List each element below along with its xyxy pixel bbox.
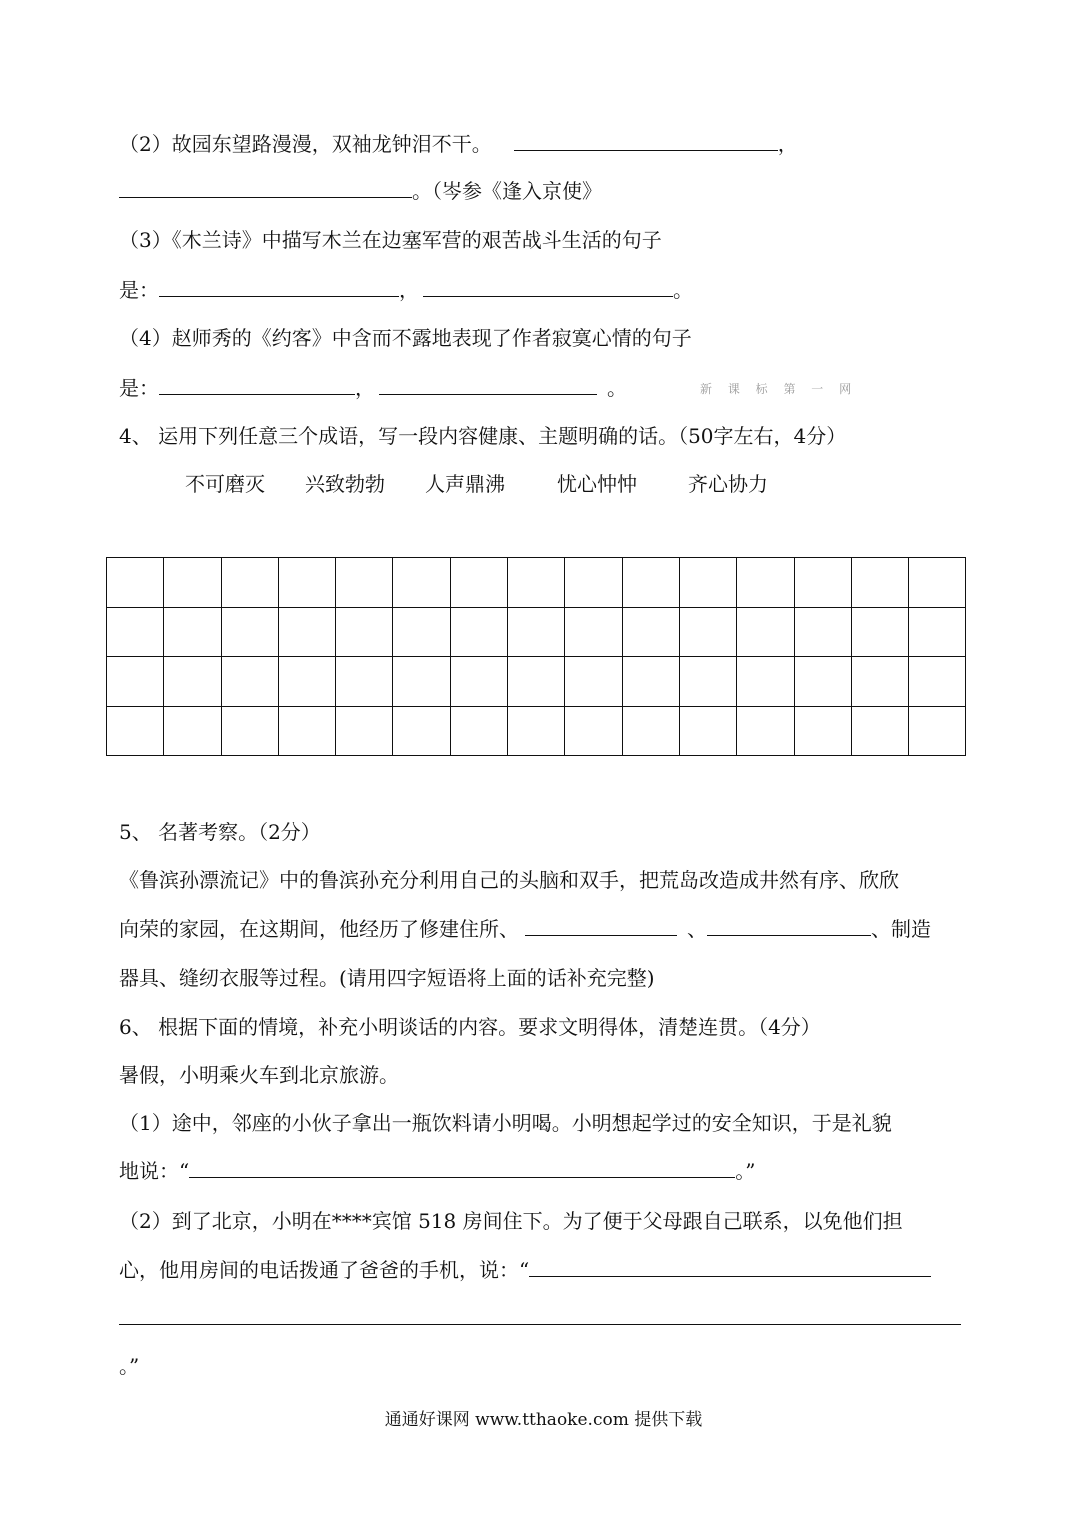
grid-cell[interactable] bbox=[794, 607, 851, 657]
q3-item2-text: （2）故园东望路漫漫，双袖龙钟泪不干。 bbox=[119, 132, 492, 156]
q3-item3-blank-1[interactable] bbox=[159, 276, 399, 297]
grid-cell[interactable] bbox=[679, 657, 736, 707]
grid-cell[interactable] bbox=[107, 706, 164, 756]
idiom-3: 人声鼎沸 bbox=[425, 472, 505, 496]
grid-cell[interactable] bbox=[851, 558, 908, 608]
grid-cell[interactable] bbox=[278, 706, 335, 756]
q6-item1-line1: （1）途中，邻座的小伙子拿出一瓶饮料请小明喝。小明想起学过的安全知识，于是礼貌 bbox=[119, 1111, 892, 1135]
grid-cell[interactable] bbox=[221, 657, 278, 707]
grid-cell[interactable] bbox=[508, 607, 565, 657]
q6-item1-answer bbox=[119, 1157, 755, 1185]
q5-line-1: 《鲁滨孙漂流记》中的鲁滨孙充分利用自己的头脑和双手，把荒岛改造成井然有序、欣欣 bbox=[119, 868, 899, 892]
grid-cell[interactable] bbox=[909, 558, 966, 608]
grid-cell[interactable] bbox=[794, 657, 851, 707]
q6-prompt: 6、 根据下面的情境，补充小明谈话的内容。要求文明得体，清楚连贯。（4分） bbox=[119, 1015, 821, 1039]
q3-item3-answer bbox=[119, 276, 693, 304]
grid-cell[interactable] bbox=[336, 607, 393, 657]
q6-item2-prefix: 心，他用房间的电话拨通了爸爸的手机，说：“ bbox=[119, 1258, 530, 1282]
q6-item2-end: 。” bbox=[119, 1354, 140, 1378]
q3-item3-end: 。 bbox=[673, 278, 693, 302]
idiom-2: 兴致勃勃 bbox=[305, 472, 385, 496]
grid-cell[interactable] bbox=[450, 607, 507, 657]
q6-item2-continued bbox=[119, 1304, 961, 1332]
grid-cell[interactable] bbox=[164, 657, 221, 707]
q3-item3-prefix: 是： bbox=[119, 278, 159, 302]
grid-cell[interactable] bbox=[851, 607, 908, 657]
grid-cell[interactable] bbox=[393, 558, 450, 608]
q3-item3-comma: ， bbox=[399, 278, 419, 302]
grid-cell[interactable] bbox=[107, 657, 164, 707]
grid-row bbox=[107, 706, 966, 756]
q6-item1-prefix: 地说：“ bbox=[119, 1159, 190, 1183]
q5-blank-2[interactable] bbox=[707, 915, 871, 936]
grid-cell[interactable] bbox=[737, 607, 794, 657]
q6-item1-end: 。” bbox=[735, 1159, 756, 1183]
grid-cell[interactable] bbox=[278, 657, 335, 707]
q5-line-2 bbox=[119, 915, 931, 943]
idiom-4: 忧心忡忡 bbox=[557, 472, 637, 496]
grid-row bbox=[107, 657, 966, 707]
q3-item4-blank-1[interactable] bbox=[159, 374, 355, 395]
grid-cell[interactable] bbox=[508, 558, 565, 608]
grid-cell[interactable] bbox=[737, 706, 794, 756]
grid-cell[interactable] bbox=[794, 558, 851, 608]
footer-credit: 通通好课网 www.tthaoke.com 提供下载 bbox=[384, 1410, 703, 1430]
grid-cell[interactable] bbox=[164, 706, 221, 756]
q3-item3-text: （3）《木兰诗》中描写木兰在边塞军营的艰苦战斗生活的句子 bbox=[119, 228, 662, 252]
q6-item2-line1: （2）到了北京，小明在****宾馆 518 房间住下。为了便于父母跟自己联系，以免他们担 bbox=[119, 1209, 903, 1233]
grid-cell[interactable] bbox=[450, 706, 507, 756]
grid-cell[interactable] bbox=[221, 607, 278, 657]
grid-cell[interactable] bbox=[336, 706, 393, 756]
q5-line2-end: 、制造 bbox=[871, 917, 931, 941]
grid-cell[interactable] bbox=[450, 657, 507, 707]
q3-item4-line bbox=[119, 324, 692, 352]
grid-cell[interactable] bbox=[851, 706, 908, 756]
q6-item1-blank[interactable] bbox=[189, 1157, 735, 1178]
grid-cell[interactable] bbox=[737, 657, 794, 707]
grid-cell[interactable] bbox=[851, 657, 908, 707]
q6-item2-answer bbox=[119, 1256, 931, 1284]
idiom-1: 不可磨灭 bbox=[185, 472, 265, 496]
grid-cell[interactable] bbox=[565, 607, 622, 657]
q3-item4-answer bbox=[119, 374, 627, 402]
q6-scenario: 暑假，小明乘火车到北京旅游。 bbox=[119, 1063, 399, 1087]
grid-cell[interactable] bbox=[565, 657, 622, 707]
q3-item2-blank-2[interactable] bbox=[119, 177, 412, 198]
idiom-5: 齐心协力 bbox=[688, 472, 768, 496]
q5-prompt: 5、 名著考察。（2分） bbox=[119, 820, 321, 844]
q3-item4-comma: ， bbox=[355, 376, 375, 400]
grid-cell[interactable] bbox=[164, 607, 221, 657]
q5-blank-1[interactable] bbox=[525, 915, 677, 936]
grid-cell[interactable] bbox=[622, 558, 679, 608]
q6-item2-end-line bbox=[119, 1352, 139, 1380]
grid-cell[interactable] bbox=[679, 607, 736, 657]
q5-line-3: 器具、缝纫衣服等过程。(请用四字短语将上面的话补充完整) bbox=[119, 966, 655, 990]
grid-cell[interactable] bbox=[679, 558, 736, 608]
grid-cell[interactable] bbox=[278, 607, 335, 657]
grid-cell[interactable] bbox=[107, 607, 164, 657]
q6-item2-blank-2[interactable] bbox=[119, 1304, 961, 1325]
grid-cell[interactable] bbox=[737, 558, 794, 608]
q3-item2-continued bbox=[119, 177, 602, 205]
grid-cell[interactable] bbox=[221, 558, 278, 608]
grid-cell[interactable] bbox=[336, 558, 393, 608]
grid-cell[interactable] bbox=[508, 706, 565, 756]
grid-cell[interactable] bbox=[794, 706, 851, 756]
grid-cell[interactable] bbox=[909, 706, 966, 756]
grid-cell[interactable] bbox=[622, 706, 679, 756]
grid-row bbox=[107, 607, 966, 657]
grid-cell[interactable] bbox=[622, 607, 679, 657]
grid-cell[interactable] bbox=[679, 706, 736, 756]
q3-item3-line bbox=[119, 226, 662, 254]
q4-prompt: 4、 运用下列任意三个成语，写一段内容健康、主题明确的话。（50字左右，4分） bbox=[119, 424, 847, 448]
q3-item2-source: 。（岑参《逢入京使》 bbox=[412, 179, 602, 203]
grid-cell[interactable] bbox=[336, 657, 393, 707]
grid-cell[interactable] bbox=[393, 657, 450, 707]
grid-row bbox=[107, 558, 966, 608]
grid-cell[interactable] bbox=[221, 706, 278, 756]
grid-cell[interactable] bbox=[622, 657, 679, 707]
grid-cell[interactable] bbox=[450, 558, 507, 608]
q5-line2-text: 向荣的家园，在这期间，他经历了修建住所、 bbox=[119, 917, 519, 941]
grid-cell[interactable] bbox=[164, 558, 221, 608]
grid-cell[interactable] bbox=[107, 558, 164, 608]
q3-item4-prefix: 是： bbox=[119, 376, 159, 400]
q5-separator: 、 bbox=[687, 917, 707, 941]
grid-cell[interactable] bbox=[393, 607, 450, 657]
q3-item4-end: 。 bbox=[607, 376, 627, 400]
q3-item4-text: （4）赵师秀的《约客》中含而不露地表现了作者寂寞心情的句子 bbox=[119, 326, 692, 350]
q3-item4-blank-2[interactable] bbox=[379, 374, 597, 395]
q3-item3-blank-2[interactable] bbox=[423, 276, 673, 297]
writing-grid bbox=[106, 557, 966, 756]
grid-cell[interactable] bbox=[278, 558, 335, 608]
q3-item2-comma: ， bbox=[777, 132, 798, 156]
grid-cell[interactable] bbox=[565, 558, 622, 608]
grid-cell[interactable] bbox=[393, 706, 450, 756]
grid-cell[interactable] bbox=[508, 657, 565, 707]
grid-cell[interactable] bbox=[909, 607, 966, 657]
grid-cell[interactable] bbox=[909, 657, 966, 707]
q3-item2-blank-1[interactable] bbox=[514, 130, 778, 151]
watermark-text: 新 课 标 第 一 网 bbox=[700, 382, 858, 396]
grid-cell[interactable] bbox=[565, 706, 622, 756]
q3-item2-line bbox=[119, 130, 798, 158]
q6-item2-blank-1[interactable] bbox=[529, 1256, 931, 1277]
